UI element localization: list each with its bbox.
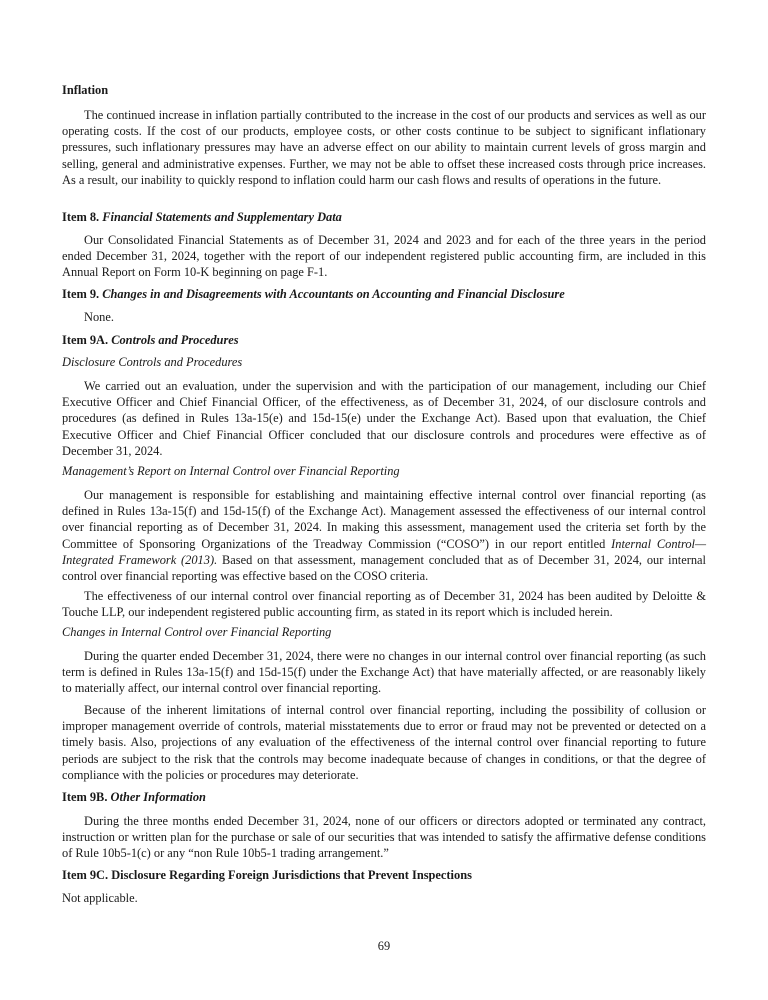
inflation-paragraph: The continued increase in inflation partially contributed to the increase in the cost of our products and services as well as our operating costs. If the cost of our products, employee costs, or other costs continue to be subject to significant inflationary pressures, such inflationary pressures may have an adverse effect on our ability to maintain current levels of gross margin and selling, general and administrative expenses. Further, we may not be able to offset these increased costs through price increases. As a result, our inability to quickly respond to inflation could harm our cash flows and results of operations in the future. (62, 108, 706, 187)
item9-label: Item 9. (62, 287, 100, 301)
management-report-text-b: Based on that assessment, management concluded that as of December 31, 2024, our internal control over financial reporting was effective based on the COSO criteria. (62, 552, 706, 584)
item9-title: Changes in and Disagreements with Accountants on Accounting and Financial Disclosure (102, 287, 565, 301)
item9b-heading (62, 789, 706, 805)
item9-heading (62, 286, 706, 302)
item8-title: Financial Statements and Supplementary Data (102, 210, 342, 224)
item8-label: Item 8. (62, 210, 100, 224)
management-report-text-a: Our management is responsible for establishing and maintaining effective internal control over financial reporting (as defined in Rules 13a-15(f) and 15d-15(f) of the Exchange Act). Management assessed the effectiveness of our internal control over financial reporting as of December 31, 2024. In making this assessment, management used the criteria set forth by the Committee of Sponsoring Organizations of the Treadway Commission (“COSO”) in our report entitled (62, 488, 706, 551)
item9c-heading: Item 9C. Disclosure Regarding Foreign Jurisdictions that Prevent Inspections (62, 868, 472, 882)
inflation-heading: Inflation (62, 83, 109, 97)
item9b-label: Item 9B. (62, 790, 108, 804)
page-number: 69 (377, 939, 391, 953)
changes-internal-control-paragraph-2: Because of the inherent limitations of internal control over financial reporting, including the possibility of collusion or improper management override of controls, material misstatements due to error or fraud may not be prevented or detected on a timely basis. Also, projections of any evaluation of the effectiveness of the internal control over financial reporting to future periods are subject to the risk that the controls may become inadequate because of changes in conditions, or that the degree of compliance with the policies or procedures may deteriorate. (62, 703, 706, 782)
management-report-paragraph-1 (62, 487, 706, 584)
changes-internal-control-subheading: Changes in Internal Control over Financial Reporting (62, 625, 332, 639)
item9-paragraph: None. (84, 310, 114, 324)
item9b-paragraph: During the three months ended December 31, 2024, none of our officers or directors adopted or terminated any contract, instruction or written plan for the purchase or sale of our securities that was intended to satisfy the affirmative defense conditions of Rule 10b5-1(c) or any “non Rule 10b5-1 trading arrangement.” (62, 814, 706, 861)
item9c-paragraph: Not applicable. (62, 891, 138, 905)
item9a-title: Controls and Procedures (111, 333, 239, 347)
item9a-heading (62, 332, 706, 348)
disclosure-controls-paragraph: We carried out an evaluation, under the supervision and with the participation of our management, including our Chief Executive Officer and Chief Financial Officer, of the effectiveness, as of December 31, 2024, of our disclosure controls and procedures (as defined in Rules 13a-15(e) and 15d-15(e) under the Exchange Act). Based upon that evaluation, the Chief Executive Officer and Chief Financial Officer concluded that our disclosure controls and procedures were effective as of December 31, 2024. (62, 379, 706, 458)
item8-paragraph: Our Consolidated Financial Statements as of December 31, 2024 and 2023 and for each of the three years in the period ended December 31, 2024, together with the report of our independent registered public accounting firm, are included in this Annual Report on Form 10-K beginning on page F-1. (62, 233, 706, 280)
management-report-paragraph-2: The effectiveness of our internal control over financial reporting as of December 31, 2024 has been audited by Deloitte & Touche LLP, our independent registered public accounting firm, as stated in its report which is included herein. (62, 589, 706, 620)
changes-internal-control-paragraph-1: During the quarter ended December 31, 2024, there were no changes in our internal control over financial reporting (as such term is defined in Rules 13a-15(f) and 15d-15(f) under the Exchange Act) that have materially affected, or are reasonably likely to materially affect, our internal control over financial reporting. (62, 649, 706, 696)
item9a-label: Item 9A. (62, 333, 109, 347)
item8-heading (62, 209, 706, 225)
framework-title: Internal Control—Integrated Framework (2013). (62, 536, 706, 567)
item9b-title: Other Information (110, 790, 206, 804)
disclosure-controls-subheading: Disclosure Controls and Procedures (62, 355, 243, 369)
management-report-subheading: Management’s Report on Internal Control over Financial Reporting (62, 464, 400, 478)
